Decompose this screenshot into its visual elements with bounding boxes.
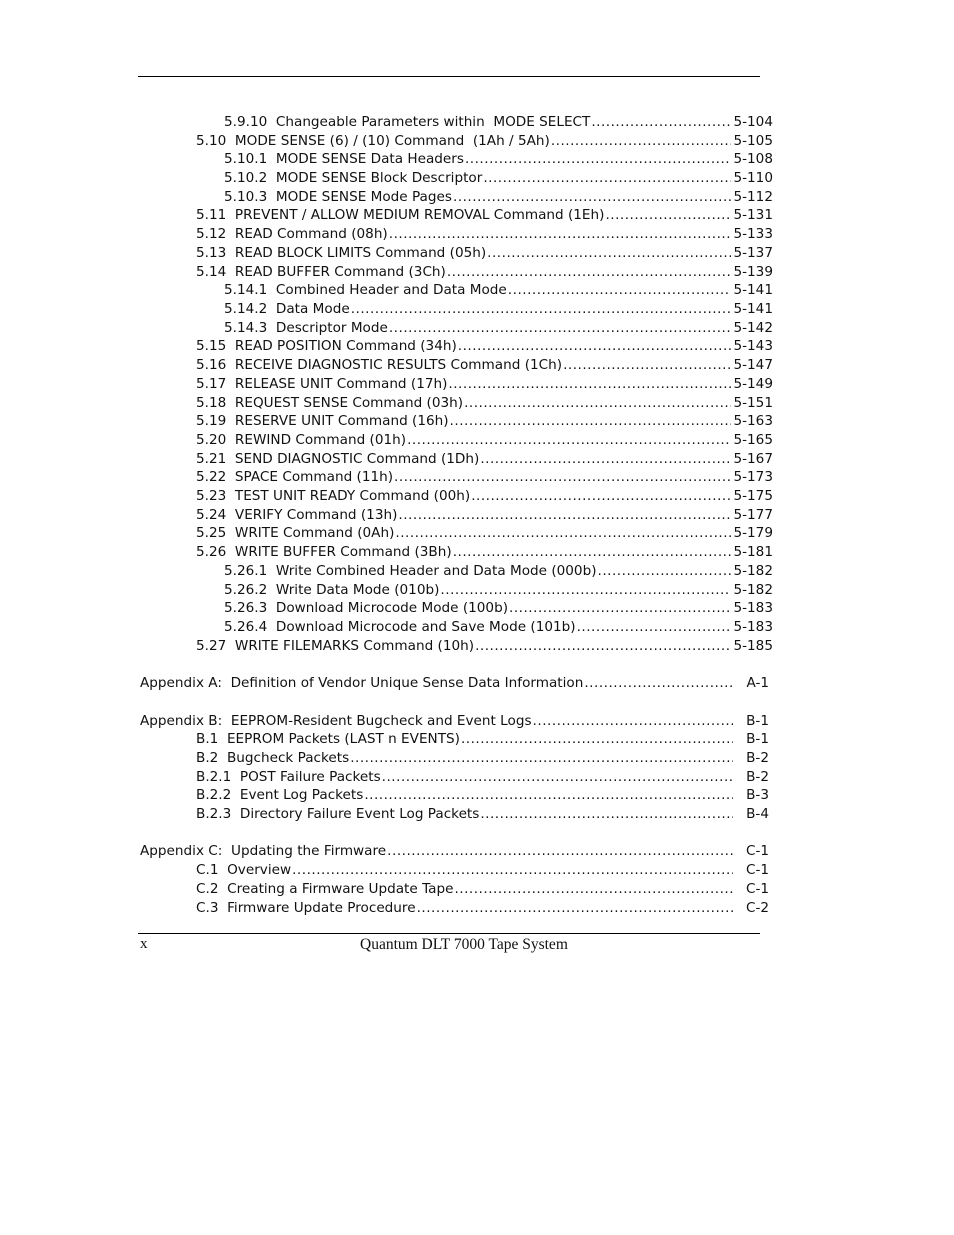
toc-leader-dots [389,319,732,337]
toc-entry-label: 5.23 TEST UNIT READY Command (00h) [196,488,471,504]
toc-leader-dots [417,899,733,917]
toc-leader-dots [475,637,731,655]
toc-leader-dots [577,618,732,636]
toc-entry [196,524,773,542]
toc-leader-dots [464,394,731,412]
toc-leader-dots [509,599,731,617]
toc-entry [196,356,773,374]
toc-entry-label: 5.14.3 Descriptor Mode [224,320,388,336]
toc-entry-page: 5-181 [733,544,773,560]
toc-leader-dots [292,861,733,879]
toc-leader-dots [351,300,732,318]
toc-leader-dots [453,188,732,206]
toc-entry [196,880,769,898]
toc-entry-label: 5.26.4 Download Microcode and Save Mode (101b) [224,619,576,635]
toc-entry [196,637,773,655]
toc-entry-page: 5-175 [733,488,773,504]
toc-leader-dots [448,375,731,393]
toc-entry-page: 5-143 [733,338,773,354]
toc-entry-page: 5-108 [733,151,773,167]
toc-entry-page: 5-185 [733,638,773,654]
toc-entry-page: A-1 [746,675,769,691]
toc-entry-page: 5-147 [733,357,773,373]
toc-leader-dots [387,842,733,860]
toc-leader-dots [480,450,731,468]
toc-entry-page: C-2 [745,900,769,916]
toc-entry [196,786,769,804]
toc-leader-dots [483,169,731,187]
toc-entry-label: 5.12 READ Command (08h) [196,226,388,242]
footer-title: Quantum DLT 7000 Tape System [360,936,568,953]
toc-entry-label: C.1 Overview [196,862,292,878]
toc-entry [196,337,773,355]
toc-leader-dots [471,487,731,505]
toc-entry-label: 5.10.1 MODE SENSE Data Headers [224,151,464,167]
toc-leader-dots [551,132,732,150]
toc-entry-page: 5-165 [733,432,773,448]
toc-entry-label: 5.10.3 MODE SENSE Mode Pages [224,189,452,205]
toc-entry-page: 5-137 [733,245,773,261]
toc-entry [196,206,773,224]
toc-entry-label: 5.22 SPACE Command (11h) [196,469,394,485]
toc-leader-dots [453,543,732,561]
toc-entry [196,899,769,917]
toc-entry-label: B.1 EEPROM Packets (LAST n EVENTS) [196,731,460,747]
toc-entry-page: C-1 [745,881,769,897]
toc-entry-page: 5-112 [733,189,773,205]
toc-leader-dots [508,281,732,299]
toc-entry-page: 5-141 [733,282,773,298]
toc-entry-page: B-3 [746,787,769,803]
toc-entry-label: B.2 Bugcheck Packets [196,750,350,766]
toc-appendix-entry [140,674,769,692]
toc-entry-label: Appendix A: Definition of Vendor Unique Sense Data Information [140,675,584,691]
toc-entry [196,768,769,786]
toc-entry-page: 5-173 [733,469,773,485]
toc-leader-dots [461,730,733,748]
toc-leader-dots [480,805,733,823]
toc-appendix-entry [140,712,769,730]
toc-entry [196,263,773,281]
toc-leader-dots [394,468,731,486]
toc-leader-dots [465,150,732,168]
toc-entry-page: 5-183 [733,600,773,616]
toc-entry [224,599,773,617]
toc-entry [196,244,773,262]
toc-entry [196,450,773,468]
toc-entry-page: 5-177 [733,507,773,523]
toc-entry [224,113,773,131]
toc-leader-dots [364,786,733,804]
toc-entry-label: 5.26.3 Download Microcode Mode (100b) [224,600,509,616]
toc-leader-dots [440,581,731,599]
toc-entry [196,431,773,449]
toc-entry [224,319,773,337]
toc-entry-label: 5.25 WRITE Command (0Ah) [196,525,395,541]
toc-entry-label: 5.11 PREVENT / ALLOW MEDIUM REMOVAL Command (1Eh) [196,207,605,223]
toc-entry-page: 5-167 [733,451,773,467]
toc-entry-label: B.2.3 Directory Failure Event Log Packets [196,806,480,822]
toc-entry [224,618,773,636]
toc-leader-dots [450,412,732,430]
toc-entry-page: 5-179 [733,525,773,541]
toc-entry [224,562,773,580]
toc-entry-label: 5.19 RESERVE UNIT Command (16h) [196,413,449,429]
toc-entry [196,805,769,823]
toc-entry [196,468,773,486]
toc-entry-page: B-1 [746,731,769,747]
toc-entry-page: 5-183 [733,619,773,635]
toc-entry-page: 5-139 [733,264,773,280]
toc-entry [196,132,773,150]
toc-entry-page: 5-131 [733,207,773,223]
toc-entry [224,150,773,168]
toc-entry [196,543,773,561]
toc-entry [224,188,773,206]
toc-entry [196,412,773,430]
toc-entry [224,581,773,599]
toc-entry-label: 5.14 READ BUFFER Command (3Ch) [196,264,446,280]
toc-entry-page: 5-182 [733,563,773,579]
toc-entry [196,730,769,748]
toc-entry-page: 5-163 [733,413,773,429]
toc-leader-dots [398,506,731,524]
toc-entry-label: 5.15 READ POSITION Command (34h) [196,338,457,354]
toc-entry-page: C-1 [745,843,769,859]
toc-entry [196,394,773,412]
toc-entry-label: 5.13 READ BLOCK LIMITS Command (05h) [196,245,487,261]
toc-leader-dots [605,206,731,224]
toc-entry-label: 5.14.2 Data Mode [224,301,350,317]
toc-entry [224,169,773,187]
toc-leader-dots [389,225,732,243]
toc-entry-label: B.2.2 Event Log Packets [196,787,364,803]
toc-entry-label: 5.10.2 MODE SENSE Block Descriptor [224,170,483,186]
toc-entry [196,506,773,524]
toc-leader-dots [350,749,733,767]
toc-entry-label: 5.17 RELEASE UNIT Command (17h) [196,376,448,392]
toc-entry-label: C.3 Firmware Update Procedure [196,900,416,916]
toc-entry-page: 5-151 [733,395,773,411]
toc-entry-page: 5-133 [733,226,773,242]
toc-entry-label: 5.14.1 Combined Header and Data Mode [224,282,507,298]
toc-entry-page: B-1 [746,713,769,729]
toc-entry [224,300,773,318]
toc-entry-page: 5-149 [733,376,773,392]
toc-entry-page: 5-110 [733,170,773,186]
toc-entry-label: 5.20 REWIND Command (01h) [196,432,407,448]
toc-entry-label: 5.21 SEND DIAGNOSTIC Command (1Dh) [196,451,480,467]
toc-entry-label: 5.26.2 Write Data Mode (010b) [224,582,440,598]
toc-leader-dots [487,244,731,262]
toc-entry-label: 5.18 REQUEST SENSE Command (03h) [196,395,464,411]
toc-entry-page: B-2 [746,769,769,785]
toc-leader-dots [591,113,731,131]
toc-leader-dots [454,880,733,898]
footer-page-number: x [140,936,148,952]
toc-leader-dots [563,356,731,374]
toc-leader-dots [584,674,733,692]
toc-entry-page: 5-182 [733,582,773,598]
toc-leader-dots [382,768,733,786]
toc-leader-dots [395,524,731,542]
toc-entry [196,749,769,767]
toc-entry-page: 5-141 [733,301,773,317]
toc-entry-page: B-4 [746,806,769,822]
toc-appendix-entry [140,842,769,860]
toc-entry-label: 5.10 MODE SENSE (6) / (10) Command (1Ah / 5Ah) [196,133,550,149]
toc-entry-label: 5.24 VERIFY Command (13h) [196,507,398,523]
toc-entry-label: Appendix C: Updating the Firmware [140,843,387,859]
toc-entry [196,861,769,879]
toc-entry [196,225,773,243]
toc-entry-page: 5-105 [733,133,773,149]
toc-entry [196,487,773,505]
toc-leader-dots [447,263,732,281]
toc-leader-dots [458,337,732,355]
toc-entry-label: 5.16 RECEIVE DIAGNOSTIC RESULTS Command (1Ch) [196,357,563,373]
toc-entry-label: B.2.1 POST Failure Packets [196,769,381,785]
toc-entry [224,281,773,299]
toc-leader-dots [533,712,733,730]
toc-entry-label: Appendix B: EEPROM-Resident Bugcheck and Event Logs [140,713,532,729]
toc-entry-page: B-2 [746,750,769,766]
toc-entry [196,375,773,393]
toc-entry-label: 5.9.10 Changeable Parameters within MODE SELECT [224,114,591,130]
footer-rule [138,933,760,934]
toc-entry-page: C-1 [745,862,769,878]
toc-entry-label: 5.26 WRITE BUFFER Command (3Bh) [196,544,452,560]
toc-entry-label: C.2 Creating a Firmware Update Tape [196,881,454,897]
toc-leader-dots [598,562,732,580]
toc-entry-page: 5-104 [733,114,773,130]
toc-entry-label: 5.26.1 Write Combined Header and Data Mode (000b) [224,563,597,579]
toc-leader-dots [407,431,731,449]
toc-entry-label: 5.27 WRITE FILEMARKS Command (10h) [196,638,475,654]
toc-entry-page: 5-142 [733,320,773,336]
